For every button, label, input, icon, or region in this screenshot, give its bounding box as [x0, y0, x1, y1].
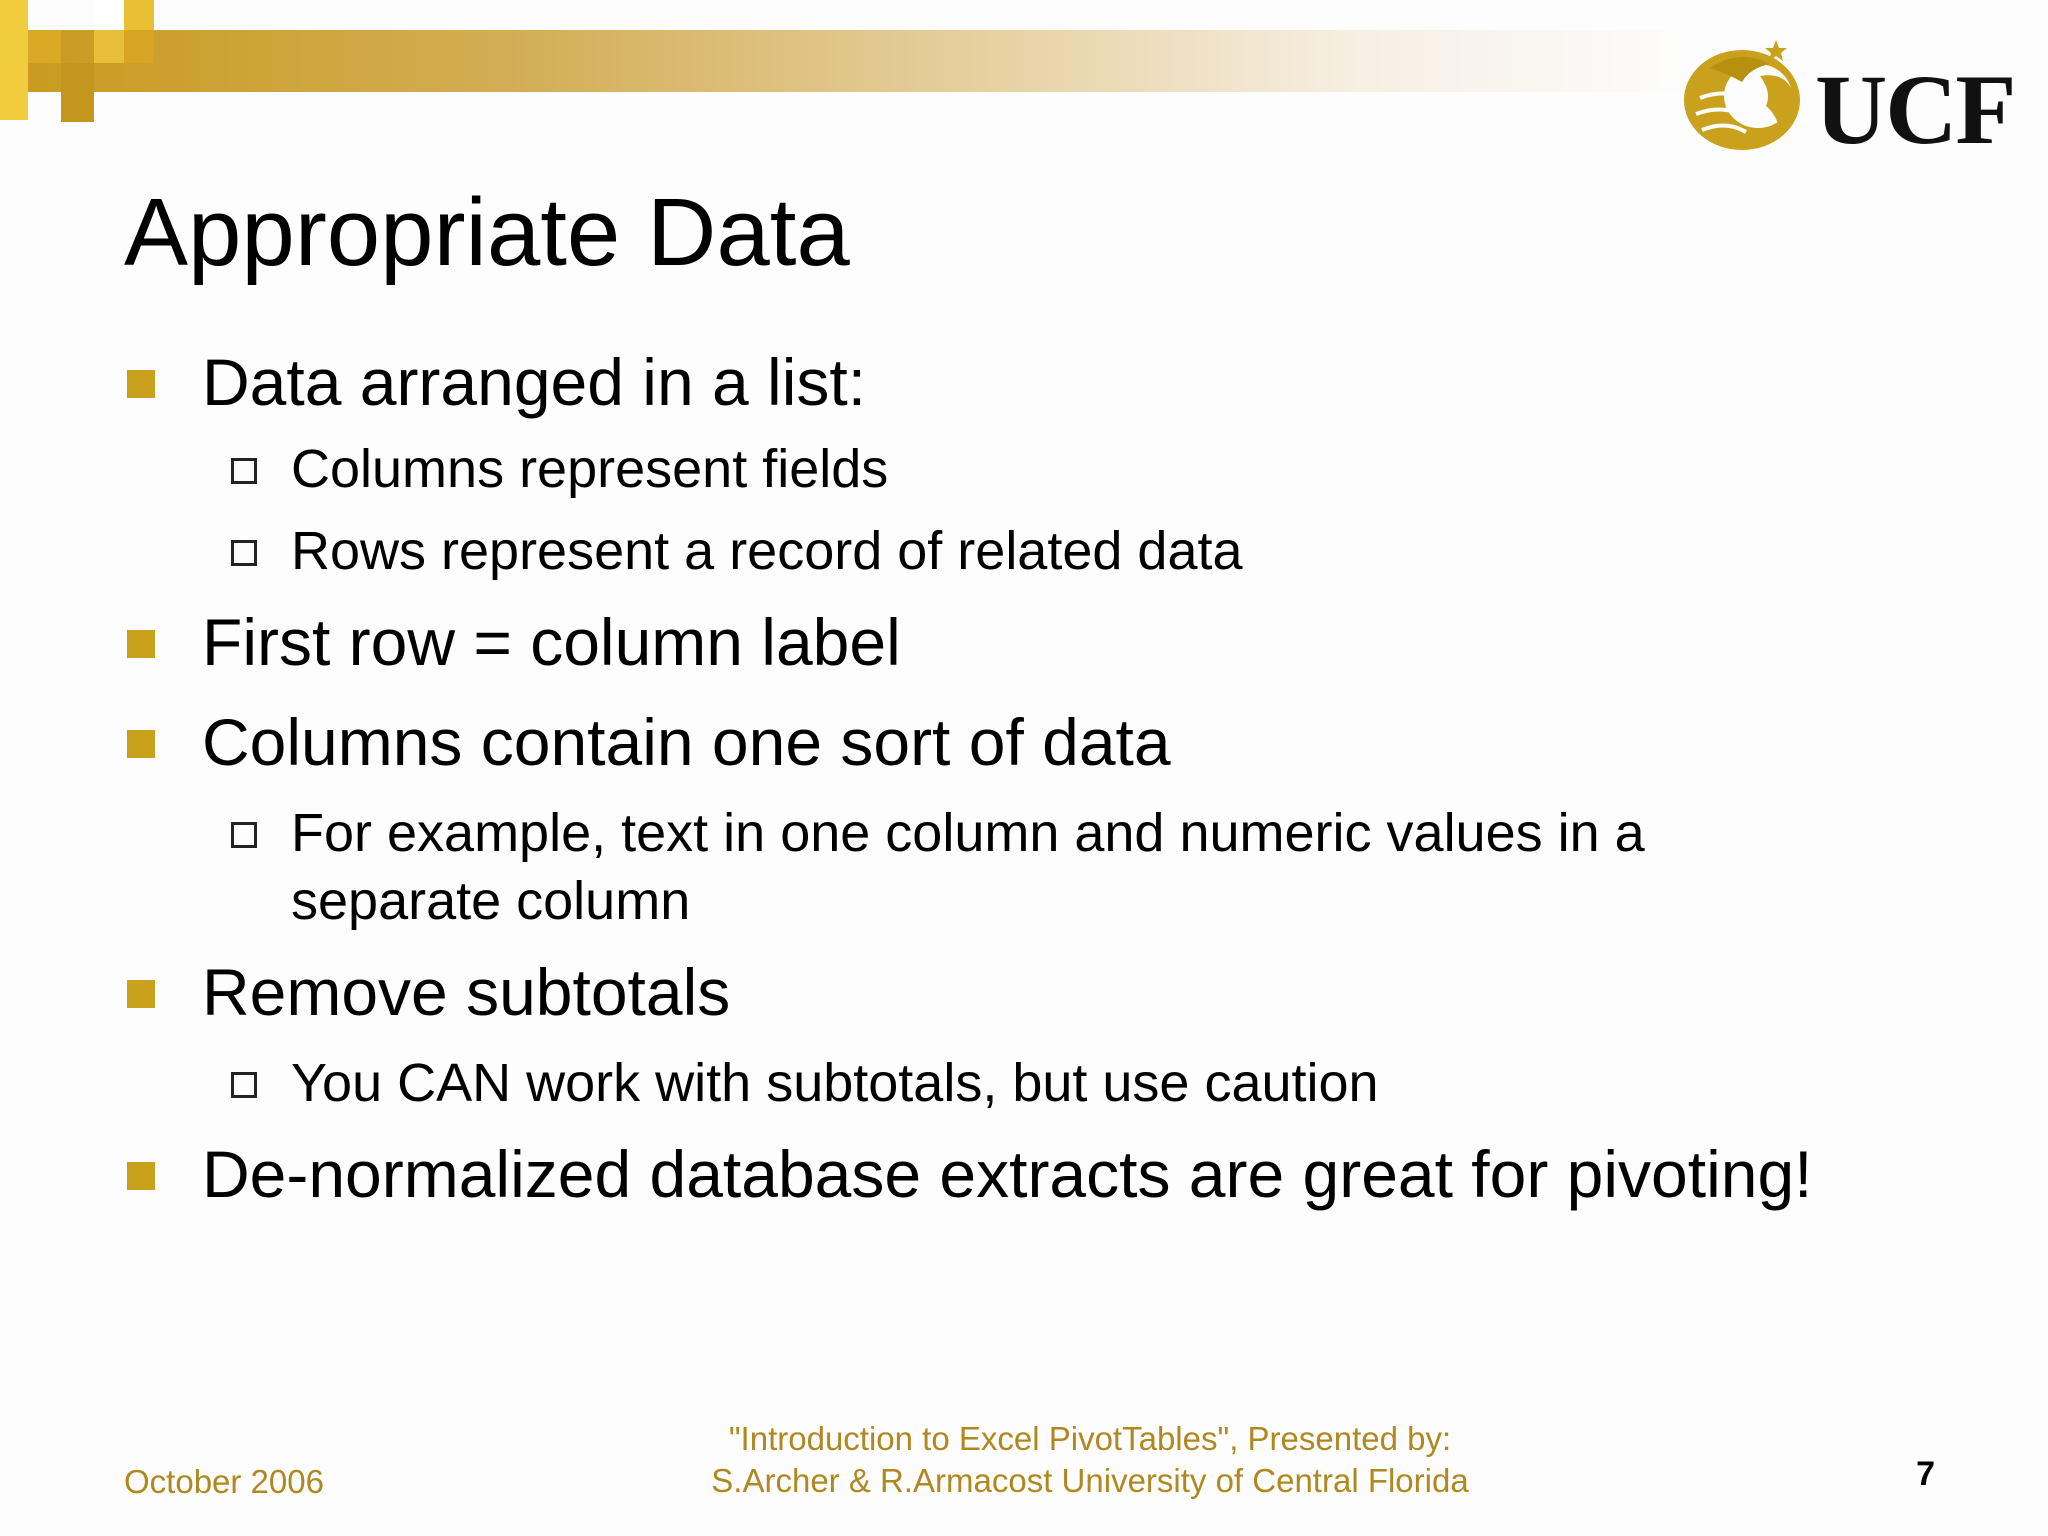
sub-bullet-text: Columns represent fields: [291, 439, 889, 499]
slide-title: Appropriate Data: [124, 179, 850, 286]
hollow-square-bullet-icon: [231, 540, 257, 566]
ucf-logo: [1680, 28, 2020, 165]
bullet-text: Columns contain one sort of data: [202, 705, 1171, 779]
decorative-square: [94, 0, 124, 30]
footer-date: October 2006: [124, 1463, 324, 1500]
decorative-square: [28, 30, 61, 63]
square-bullet-icon: [127, 630, 155, 658]
footer-credit: [600, 1418, 1580, 1502]
header-decorative-band: [0, 30, 1700, 92]
square-bullet-icon: [127, 370, 155, 398]
decorative-square: [124, 30, 154, 63]
decorative-square: [94, 30, 124, 63]
square-bullet-icon: [127, 980, 155, 1008]
sub-bullet-text: Rows represent a record of related data: [291, 521, 1243, 581]
square-bullet-icon: [127, 730, 155, 758]
footer-credit-line-1: "Introduction to Excel PivotTables", Presented by:: [728, 1420, 1452, 1457]
sub-bullet-text: You CAN work with subtotals, but use caution: [291, 1053, 1379, 1113]
sub-bullet-text-line-2: separate column: [291, 871, 691, 931]
bullet-text: De-normalized database extracts are great for pivoting!: [202, 1137, 1813, 1211]
decorative-square: [0, 0, 28, 120]
square-bullet-icon: [127, 1162, 155, 1190]
bullet-text: First row = column label: [202, 605, 901, 679]
footer-credit-line-2: S.Archer & R.Armacost University of Central Florida: [711, 1462, 1469, 1499]
decorative-square: [61, 63, 94, 122]
hollow-square-bullet-icon: [231, 822, 257, 848]
pegasus-emblem-icon: [1680, 28, 1830, 158]
page-number: 7: [1916, 1455, 1935, 1493]
sub-bullet-text-line-1: For example, text in one column and numeric values in a: [291, 803, 1645, 863]
hollow-square-bullet-icon: [231, 1072, 257, 1098]
bullet-text: Data arranged in a list:: [202, 345, 867, 419]
hollow-square-bullet-icon: [231, 458, 257, 484]
logo-text: UCF: [1815, 54, 2015, 165]
decorative-square: [124, 0, 154, 30]
bullet-text: Remove subtotals: [202, 955, 731, 1029]
